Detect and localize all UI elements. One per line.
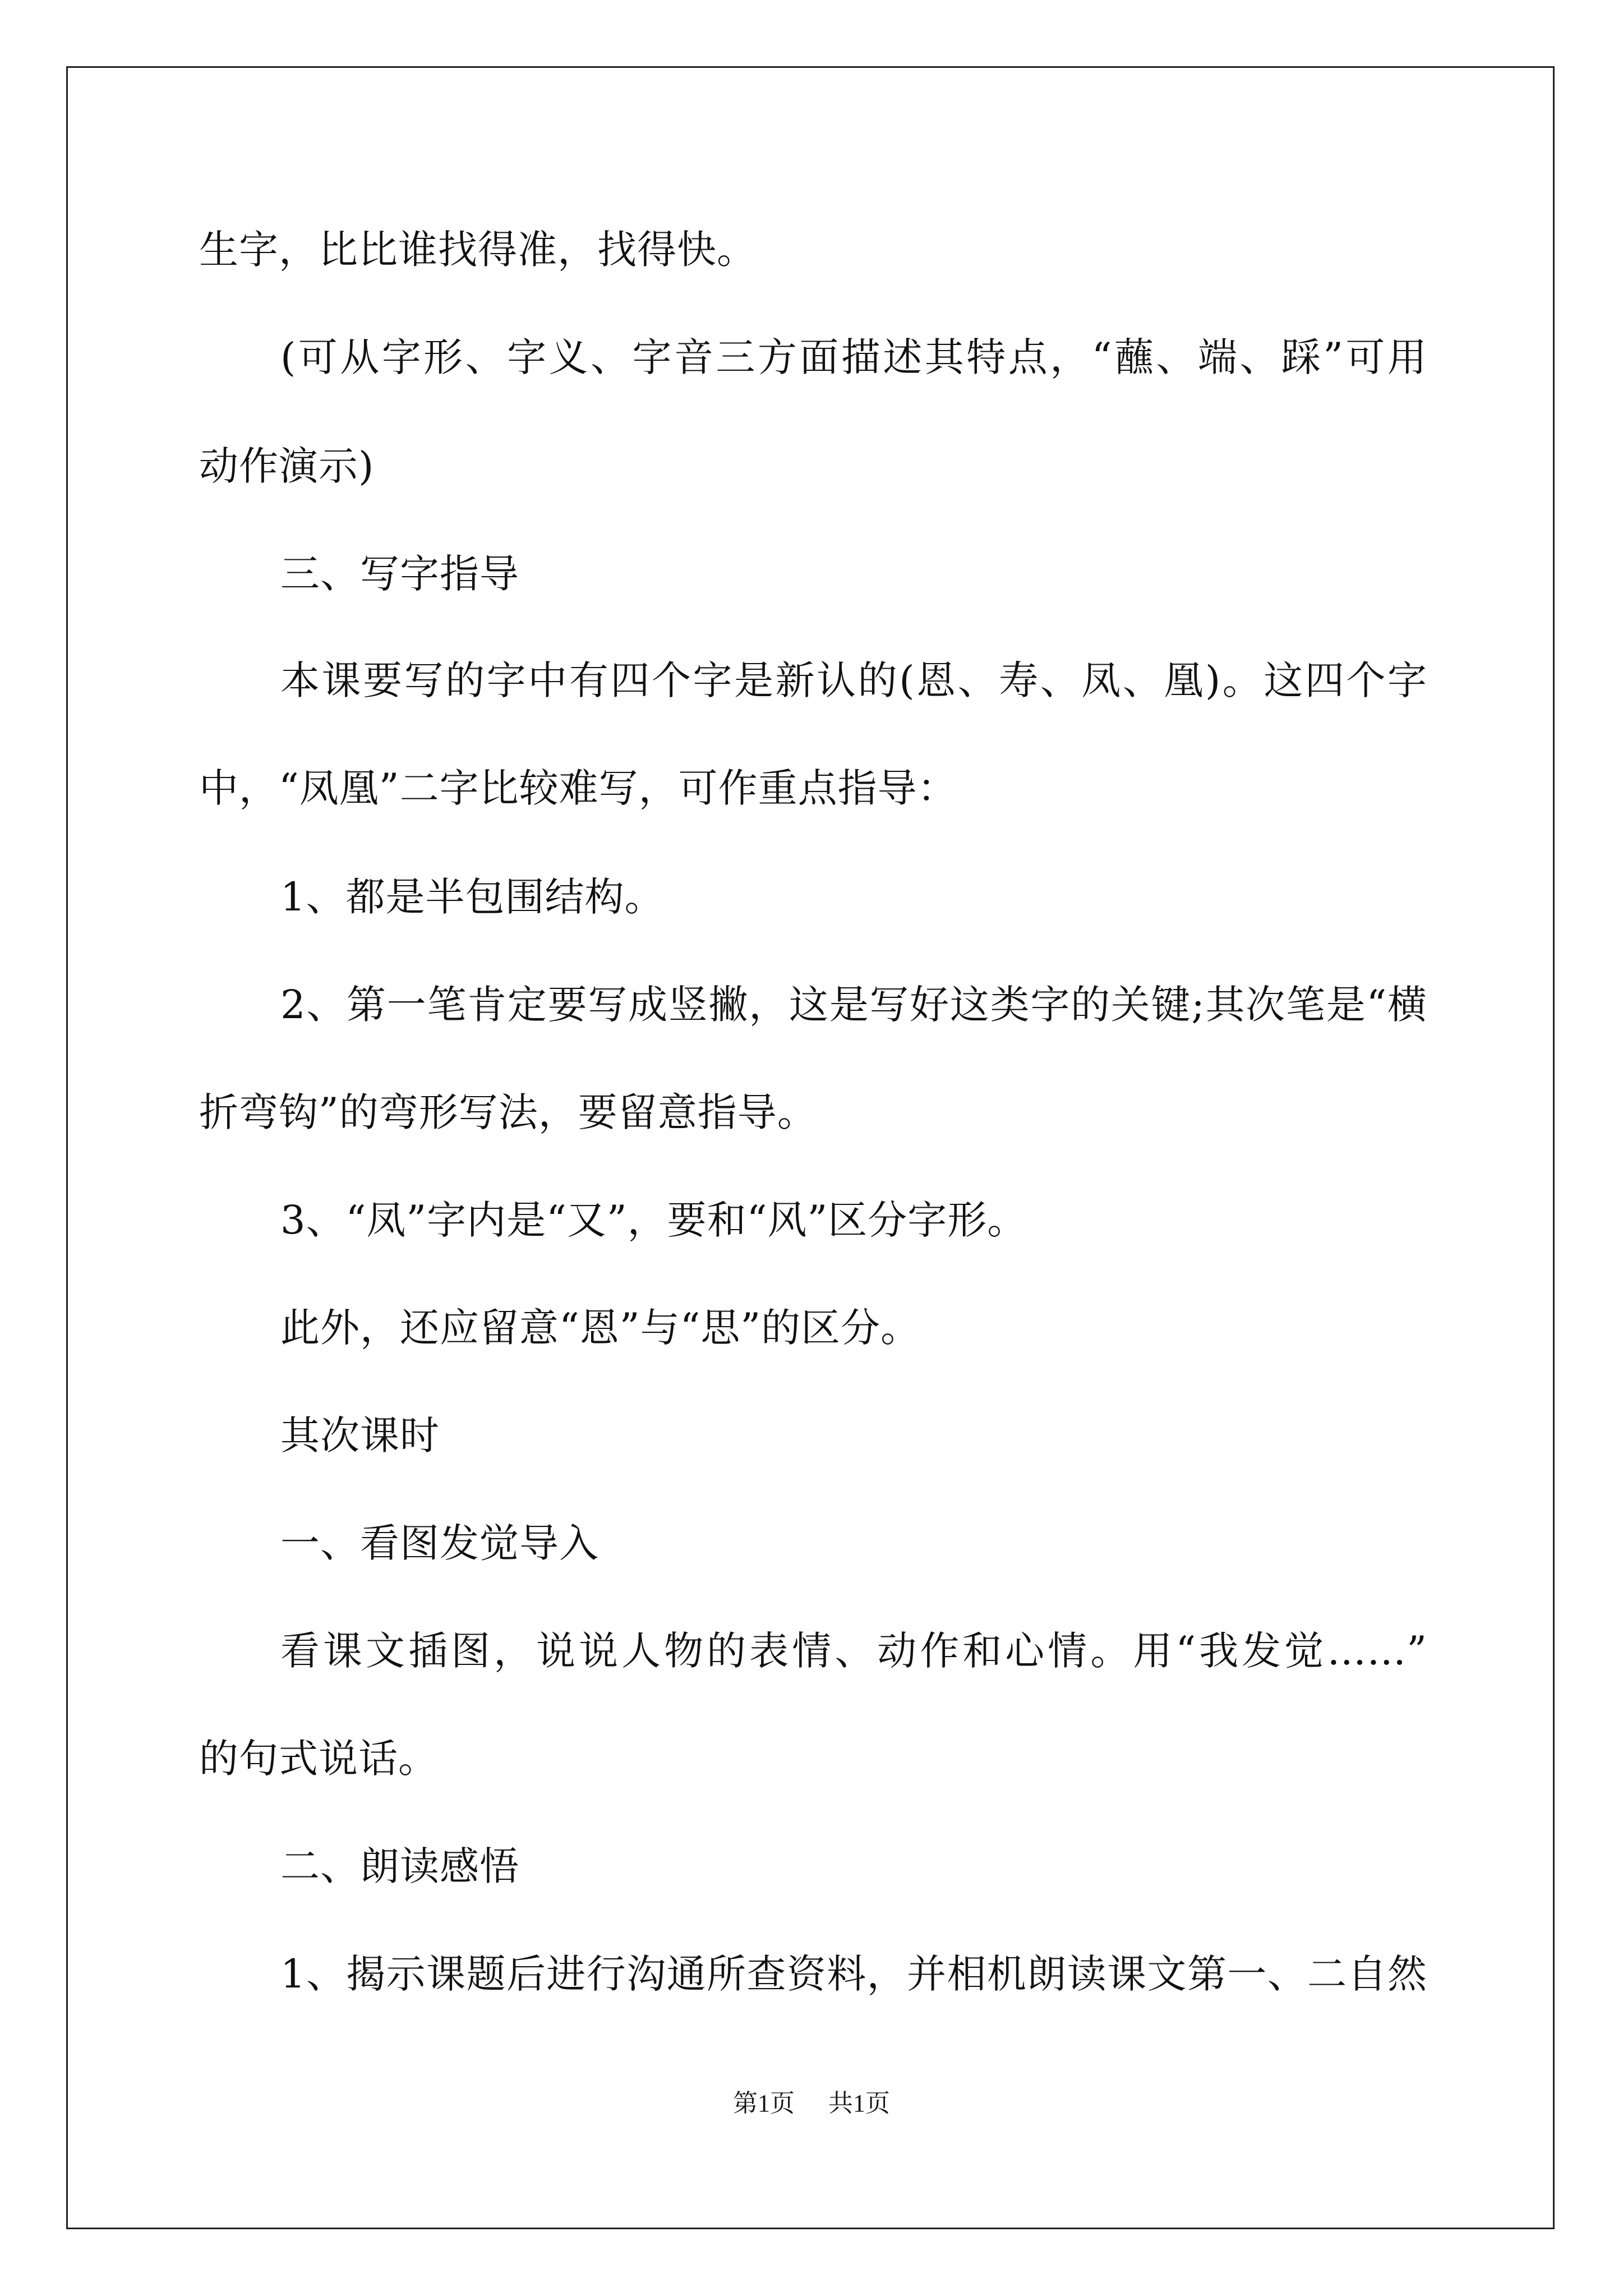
body-line-14: 看课文插图，说说人物的表情、动作和心情。用“我发觉……” xyxy=(280,1628,1427,1674)
page-border xyxy=(66,66,1555,2229)
page-footer xyxy=(0,2087,1623,2120)
section-heading-second-lesson: 其次课时 xyxy=(280,1412,440,1458)
page-number: 第1页 xyxy=(733,2090,795,2117)
section-heading-writing: 三、写字指导 xyxy=(280,551,519,597)
body-line-11: 此外，还应留意“恩”与“思”的区分。 xyxy=(280,1305,921,1351)
body-line-2: (可从字形、字义、字音三方面描述其特点，“蘸、端、踩”可用 xyxy=(280,334,1427,380)
body-line-5: 本课要写的字中有四个字是新认的(恩、寿、凤、凰)。这四个字 xyxy=(280,657,1427,703)
body-line-6: 中，“凤凰”二字比较难写，可作重点指导： xyxy=(199,765,957,811)
body-line-15: 的句式说话。 xyxy=(199,1736,438,1782)
list-item-3: 3、“凤”字内是“又”，要和“风”区分字形。 xyxy=(280,1197,1027,1243)
body-line-3: 动作演示) xyxy=(199,443,375,489)
list-item-2-cont: 折弯钩”的弯形写法，要留意指导。 xyxy=(199,1089,817,1135)
page-total: 共1页 xyxy=(828,2090,890,2117)
list-item-1: 1、都是半包围结构。 xyxy=(280,874,665,920)
section-heading-reading: 二、朗读感悟 xyxy=(280,1843,519,1889)
list-item-2: 2、第一笔肯定要写成竖撇，这是写好这类字的关键;其次笔是“横 xyxy=(280,982,1427,1028)
body-line-17: 1、揭示课题后进行沟通所查资料，并相机朗读课文第一、二自然 xyxy=(280,1951,1427,1997)
section-heading-picture-intro: 一、看图发觉导入 xyxy=(280,1520,599,1566)
body-line-1: 生字，比比谁找得准，找得快。 xyxy=(199,227,757,273)
